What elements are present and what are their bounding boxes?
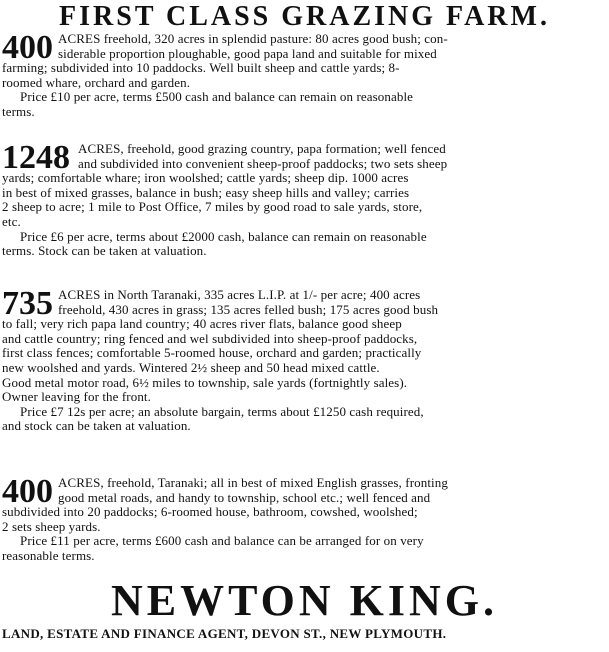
listing-text-line: farming; subdivided into 10 paddocks. Well built sheep and cattle yards; 8- bbox=[2, 61, 400, 76]
listing-text-line: to fall; very rich papa land country; 40 acres river flats, balance good sheep bbox=[2, 317, 402, 332]
listing-text-line: Good metal motor road, 6½ miles to township, sale yards (fortnightly sales). bbox=[2, 375, 408, 390]
listing-lead bbox=[2, 139, 605, 176]
listing-text-line: first class fences; comfortable 5-roomed house, orchard and garden; practically bbox=[2, 346, 422, 361]
listing-acreage: 735 bbox=[2, 285, 53, 322]
listing-text-line: siderable proportion ploughable, good papa land and suitable for mixed bbox=[58, 46, 437, 61]
listing-text-line: and subdivided into convenient sheep-proof paddocks; two sets sheep bbox=[78, 156, 448, 171]
listing-text-line: new woolshed and yards. Wintered 2½ sheep and 50 head mixed cattle. bbox=[2, 360, 380, 375]
listing-price-line: and stock can be taken at valuation. bbox=[2, 419, 191, 434]
listing-400-acres-taranaki bbox=[2, 473, 605, 564]
listing-price-line: Price £10 per acre, terms £500 cash and balance can remain on reasonable bbox=[20, 90, 414, 105]
listing-lead bbox=[2, 29, 605, 66]
listing-text-line: in best of mixed grasses, balance in bush; easy sheep hills and valley; carries bbox=[2, 185, 410, 200]
listing-text-line: ACRES freehold, 320 acres in splendid pasture: 80 acres good bush; con- bbox=[58, 32, 448, 46]
agent-details: LAND, ESTATE AND FINANCE AGENT, DEVON ST., NEW PLYMOUTH. bbox=[2, 626, 447, 641]
listing-acreage: 400 bbox=[2, 29, 53, 66]
listing-text-line: roomed whare, orchard and garden. bbox=[2, 75, 191, 90]
listing-lead bbox=[2, 473, 605, 510]
listing-text-line: etc. bbox=[2, 214, 21, 229]
listing-price-line: reasonable terms. bbox=[2, 548, 95, 563]
listing-735-acres bbox=[2, 285, 605, 434]
listing-price-line: Price £11 per acre, terms £600 cash and balance can be arranged for on very bbox=[20, 534, 424, 549]
listing-text-line: 2 sheep to acre; 1 mile to Post Office, 7 miles by good road to sale yards, store, bbox=[2, 200, 423, 215]
listing-lead bbox=[2, 285, 605, 322]
agent-name: NEWTON KING. bbox=[110, 576, 499, 625]
listing-acreage: 400 bbox=[2, 473, 53, 510]
listing-text-line: ACRES, freehold, Taranaki; all in best of mixed English grasses, fronting bbox=[58, 476, 448, 490]
listing-text-line: and cattle country; ring fenced and wel subdivided into sheep-proof paddocks, bbox=[2, 331, 418, 346]
listing-400-acres bbox=[2, 29, 605, 120]
listing-price-line: terms. bbox=[2, 104, 35, 119]
listing-text-line: ACRES, freehold, good grazing country, papa formation; well fenced bbox=[78, 142, 446, 156]
listing-text-line: 2 sets sheep yards. bbox=[2, 519, 101, 534]
listing-price-line: terms. Stock can be taken at valuation. bbox=[2, 244, 207, 259]
headline: FIRST CLASS GRAZING FARM. bbox=[59, 1, 550, 32]
listing-text-line: freehold, 430 acres in grass; 135 acres felled bush; 175 acres good bush bbox=[58, 302, 439, 317]
listing-text-line: Owner leaving for the front. bbox=[2, 390, 151, 405]
listing-text-line: yards; comfortable whare; iron woolshed; cattle yards; sheep dip. 1000 acres bbox=[2, 171, 409, 186]
listing-price-line: Price £7 12s per acre; an absolute bargain, terms about £1250 cash required, bbox=[20, 404, 424, 419]
listing-price-line: Price £6 per acre, terms about £2000 cash, balance can remain on reasonable bbox=[20, 229, 427, 244]
listing-acreage: 1248 bbox=[2, 139, 70, 176]
listing-text-line: ACRES in North Taranaki, 335 acres L.I.P. at 1/- per acre; 400 acres bbox=[58, 288, 421, 302]
listing-text-line: good metal roads, and handy to township, school etc.; well fenced and bbox=[58, 490, 431, 505]
listing-text-line: subdivided into 20 paddocks; 6-roomed house, bathroom, cowshed, woolshed; bbox=[2, 505, 418, 520]
listing-1248-acres bbox=[2, 139, 605, 259]
